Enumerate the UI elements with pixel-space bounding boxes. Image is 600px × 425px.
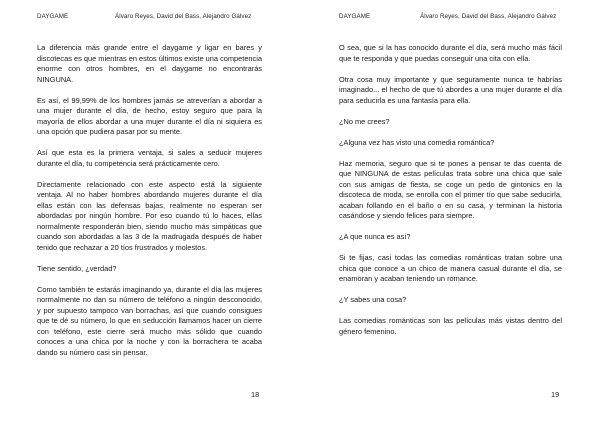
paragraph: Como también te estarás imaginando ya, durante el día las mujeres normalmente no dan su número de teléfono a ningún desconocido, y por supuesto tampoco van borrachas, así que cuando consigues que te dé su número, lo que en seducción llamamos hacer un cierre con teléfono, este cierre será mucho más sólido que cuando conoces a una chica por la noche y con la borrachera te acaba dando su número casi sin pensar. xyxy=(37,284,262,357)
page-number: 18 xyxy=(251,390,260,399)
page-body xyxy=(37,43,262,369)
page-number: 19 xyxy=(551,390,560,399)
paragraph: ¿No me crees? xyxy=(339,116,390,126)
header-title: DAYGAME xyxy=(339,13,371,20)
paragraph: O sea, que si la has conocido durante el día, será mucho más fácil que te responda y que puedas conseguir una cita con ella. xyxy=(339,43,562,63)
paragraph: Haz memoria, seguro que si te pones a pensar te das cuenta de que NINGUNA de estas películas trata sobre una chica que sale con sus amigas de fiesta, se coge un pedo de gintonics en la discoteca de moda, se enrolla con el primer tío que sabe seducirla, acaban follando en el baño o en su casa, y terminan la historia casándose y siendo felices para siempre. xyxy=(339,158,562,220)
paragraph: La diferencia más grande entre el daygame y ligar en bares y discotecas es que mientras en estos últimos existe una competencia enorme con otros hombres, en el daygame no encontrarás NINGUNA. xyxy=(37,43,262,84)
header-authors: Álvaro Reyes, David del Bass, Alejandro Gálvez xyxy=(420,13,557,20)
paragraph: Así que esta es la primera ventaja, si sales a seducir mujeres durante el día, tu competencia será prácticamente cero. xyxy=(37,148,262,168)
paragraph: ¿Y sabes una cosa? xyxy=(339,295,407,304)
paragraph: Otra cosa muy importante y que seguramente nunca te habrías imaginado... el hecho de que tú abordes a una mujer durante el día para seducirla es una fantasía para ella. xyxy=(339,74,562,105)
header-title: DAYGAME xyxy=(37,13,69,20)
paragraph: Las comedias románticas son las películas más vistas dentro del género femenino. xyxy=(339,316,562,336)
paragraph: Directamente relacionado con este aspecto está la siguiente ventaja. Al no haber hombres abordando mujeres durante el día ellas están con las defensas bajas, realmente no esperan ser abordadas por ningún hombre. Por eso cuando tú lo haces, ellas normalmente responderán bien, siendo mucho más simpáticas que cuando son abordadas a las 3 de la madrugada después de haber tenido que rechazar a 20 tíos frustrados y molestos. xyxy=(37,179,262,252)
paragraph: Es así, el 99,99% de los hombres jamás se atreverían a abordar a una mujer durante el día, de hecho, estoy seguro que para la mayoría de ellos abordar a una mujer durante el día ni siquiera es una opción que pudiera pasar por su mente. xyxy=(37,95,262,136)
paragraph: ¿Alguna vez has visto una comedia romántica? xyxy=(339,137,495,147)
right-page xyxy=(300,0,600,425)
paragraph: Tiene sentido, ¿verdad? xyxy=(37,263,117,273)
paragraph: ¿A que nunca es así? xyxy=(339,232,411,241)
paragraph: Si te fijas, casi todas las comedias románticas tratan sobre una chica que conoce a un chico de manera casual durante el día, se enamoran y acaban teniendo un romance. xyxy=(339,253,562,283)
header-authors: Álvaro Reyes, David del Bass, Alejandro Gálvez xyxy=(115,13,252,20)
page-body xyxy=(339,43,562,348)
